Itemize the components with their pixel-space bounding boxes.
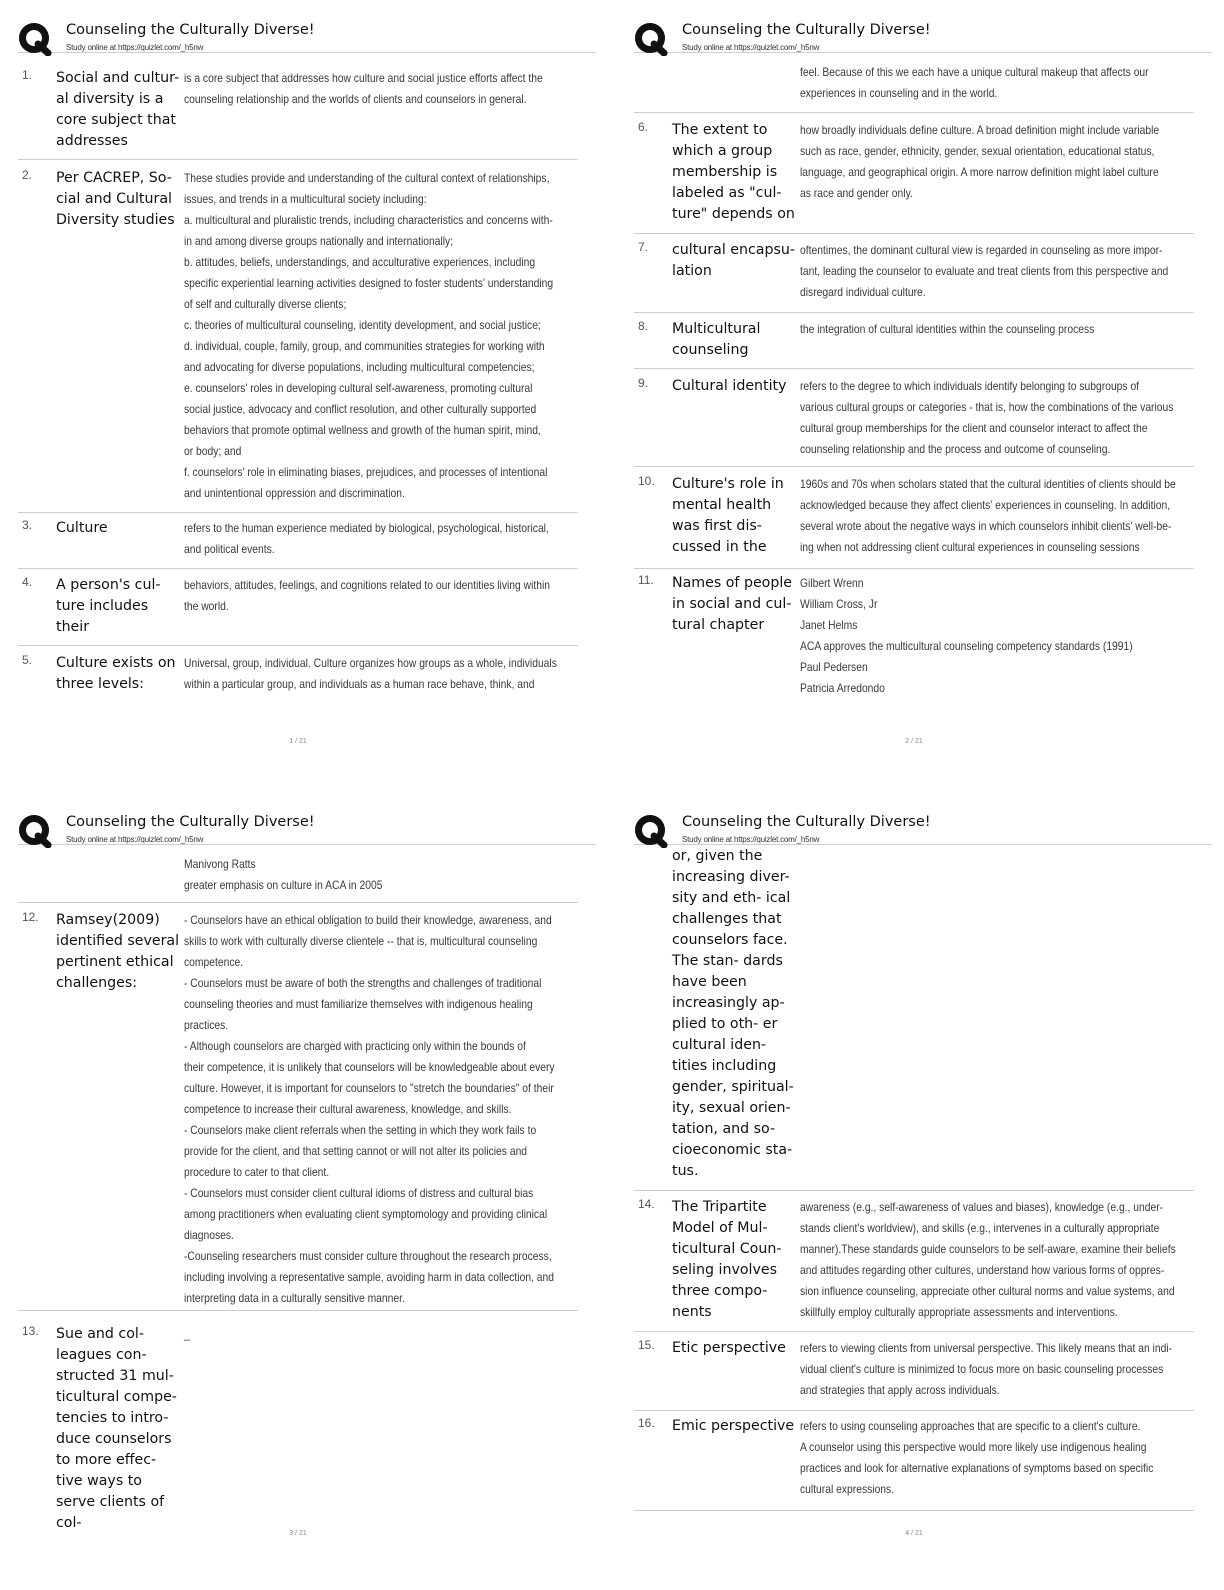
card-definition: [800, 1338, 1173, 1401]
definition-line: vidual client's culture is minimized to focus more on basic counseling processes: [800, 1362, 1164, 1376]
card-definition: [800, 240, 1169, 303]
divider: [634, 368, 1194, 369]
deck-title: Counseling the Culturally Diverse!: [682, 814, 931, 830]
definition-line: cultural group memberships for the client and counselor interact to affect the: [800, 421, 1148, 435]
definition-line: Manivong Ratts: [184, 857, 256, 871]
card-definition: [184, 653, 557, 695]
definition-line: practices and look for alternative explanations of symptoms based on specific: [800, 1461, 1154, 1475]
definition-line: counseling theories and must familiarize themselves with indigenous healing: [184, 997, 533, 1011]
card-number: 4.: [22, 575, 33, 589]
definition-line: stands client's worldview), and skills (e.g., intervenes in a culturally appropriate: [800, 1221, 1160, 1235]
definition-line: These studies provide and understanding of the cultural context of relationships,: [184, 171, 550, 185]
definition-line: is a core subject that addresses how culture and social justice efforts affect the: [184, 71, 543, 85]
definition-line: within a particular group, and individuals as a human race behave, think, and: [184, 677, 535, 691]
definition-line: experiences in counseling and in the world.: [800, 86, 998, 100]
page-number: 2 / 21: [905, 738, 923, 745]
card-number: 13.: [22, 1324, 39, 1338]
definition-line: issues, and trends in a multicultural society including:: [184, 192, 427, 206]
definition-line: - Counselors must consider client cultural idioms of distress and cultural bias: [184, 1186, 534, 1200]
definition-line: skillfully employ culturally appropriate assessments and interventions.: [800, 1305, 1118, 1319]
definition-line: or body; and: [184, 444, 242, 458]
card-number: 16.: [638, 1416, 655, 1430]
card-definition: [800, 62, 1149, 104]
definition-line: practices.: [184, 1018, 229, 1032]
definition-line: c. theories of multicultural counseling, identity development, and social justice;: [184, 318, 541, 332]
page-header: [634, 810, 1212, 845]
divider: [634, 568, 1194, 569]
study-online-link[interactable]: Study online at https://quizlet.com/_h5nw: [66, 43, 204, 52]
card-number: 7.: [638, 240, 649, 254]
definition-line: refers to viewing clients from universal perspective. This likely means that an indi-: [800, 1341, 1173, 1355]
definition-line: specific experiential learning activities designed to foster students' understanding: [184, 276, 554, 290]
card-term: A person's cul- ture includes their: [56, 577, 161, 635]
definition-line: interpreting data in a culturally sensitive manner.: [184, 1291, 405, 1305]
definition-line: culture. However, it is important for counselors to "stretch the boundaries" of their: [184, 1081, 554, 1095]
card-term: Per CACREP, So- cial and Cultural Diversity studies: [56, 170, 175, 228]
card-term: Etic perspective: [672, 1340, 786, 1356]
definition-line: Gilbert Wrenn: [800, 576, 864, 590]
definition-line: counseling relationship and the worlds of clients and counselors in general.: [184, 92, 527, 106]
definition-line: refers to using counseling approaches that are specific to a client's culture.: [800, 1419, 1141, 1433]
card-number: 8.: [638, 319, 649, 333]
divider: [18, 512, 578, 513]
divider: [634, 1190, 1194, 1191]
card-term: Names of people in social and cul- tural chapter: [672, 575, 793, 633]
card-term: Ramsey(2009) identified several pertinent ethical challenges:: [56, 912, 180, 991]
definition-line: and advocating for diverse populations, including multicultural competencies;: [184, 360, 535, 374]
definition-line: f. counselors' role in eliminating biases, prejudices, and processes of intentional: [184, 465, 548, 479]
definition-line: several wrote about the negative ways in which counselors inhibit clients' well-be-: [800, 519, 1172, 533]
page-3: [18, 810, 596, 1590]
definition-line: e. counselors' roles in developing cultural self-awareness, promoting cultural: [184, 381, 533, 395]
page-number: 4 / 21: [905, 1530, 923, 1537]
divider: [18, 159, 578, 160]
card-number: 2.: [22, 168, 33, 182]
study-online-link[interactable]: Study online at https://quizlet.com/_h5nw: [66, 835, 204, 844]
definition-line: Patricia Arredondo: [800, 681, 885, 695]
card-term: Culture: [56, 520, 108, 536]
definition-line: social justice, advocacy and conflict resolution, and other culturally supported: [184, 402, 537, 416]
divider: [634, 112, 1194, 113]
card-definition: [800, 120, 1160, 204]
divider: [634, 1510, 1194, 1511]
definition-line: how broadly individuals define culture. A broad definition might include variable: [800, 123, 1160, 137]
definition-line: ing when not addressing client cultural experiences in counseling sessions: [800, 540, 1140, 554]
page-header: [18, 18, 596, 53]
card-definition: [184, 854, 521, 896]
definition-line: cultural expressions.: [800, 1482, 895, 1496]
definition-line: among practitioners when evaluating client symptomology and providing clinical: [184, 1207, 548, 1221]
card-number: 5.: [22, 653, 33, 667]
divider: [634, 466, 1194, 467]
quizlet-logo-icon: [634, 814, 668, 848]
definition-line: greater emphasis on culture in ACA in 2005: [184, 878, 383, 892]
definition-line: acknowledged because they affect clients' experiences in counseling. In addition,: [800, 498, 1171, 512]
definition-line: awareness (e.g., self-awareness of values and biases), knowledge (e.g., under-: [800, 1200, 1164, 1214]
definition-line: _: [184, 1327, 190, 1341]
definition-line: skills to work with culturally diverse clientele -- that is, multicultural counseling: [184, 934, 538, 948]
definition-line: manner).These standards guide counselors to be self-aware, examine their beliefs: [800, 1242, 1176, 1256]
card-term: Emic perspective: [672, 1418, 795, 1434]
definition-line: and political events.: [184, 542, 275, 556]
page-header: [18, 810, 596, 845]
definition-line: tant, leading the counselor to evaluate and treat clients from this perspective and: [800, 264, 1169, 278]
definition-line: the world.: [184, 599, 229, 613]
study-online-link[interactable]: Study online at https://quizlet.com/_h5nw: [682, 835, 820, 844]
definition-line: procedure to cater to that client.: [184, 1165, 330, 1179]
card-number: 3.: [22, 518, 33, 532]
card-term: Social and cultur- al diversity is a core subject that addresses: [56, 70, 180, 149]
definition-line: diagnoses.: [184, 1228, 234, 1242]
definition-line: behaviors that promote optimal wellness and growth of the human spirit, mind,: [184, 423, 541, 437]
divider: [634, 1410, 1194, 1411]
card-definition: [184, 518, 549, 560]
page-1: [18, 18, 596, 798]
card-definition: [800, 1197, 1176, 1323]
divider: [18, 568, 578, 569]
divider: [18, 902, 578, 903]
card-definition: [184, 168, 554, 504]
definition-line: various cultural groups or categories - that is, how the combinations of the various: [800, 400, 1174, 414]
card-number: 11.: [638, 573, 654, 587]
definition-line: d. individual, couple, family, group, and communities strategies for working with: [184, 339, 545, 353]
definition-line: - Counselors must be aware of both the strengths and challenges of traditional: [184, 976, 542, 990]
deck-title: Counseling the Culturally Diverse!: [66, 814, 315, 830]
definition-line: - Although counselors are charged with practicing only within the bounds of: [184, 1039, 526, 1053]
card-definition: [800, 573, 1137, 699]
card-number: 15.: [638, 1338, 655, 1352]
definition-line: behaviors, attitudes, feelings, and cognitions related to our identities living within: [184, 578, 551, 592]
divider: [634, 1331, 1194, 1332]
card-number: 10.: [638, 474, 655, 488]
page-2: [634, 18, 1212, 798]
card-definition: [800, 474, 1176, 558]
card-number: 6.: [638, 120, 649, 134]
card-definition: [184, 910, 555, 1309]
card-definition: [184, 1324, 521, 1345]
definition-line: Paul Pedersen: [800, 660, 868, 674]
definition-line: sion influence counseling, appreciate other cultural norms and value systems, and: [800, 1284, 1175, 1298]
definition-line: b. attitudes, beliefs, understandings, and acculturative experiences, including: [184, 255, 536, 269]
definition-line: - Counselors have an ethical obligation to build their knowledge, awareness, and: [184, 913, 552, 927]
definition-line: competence.: [184, 955, 244, 969]
definition-line: their competence, it is unlikely that counselors will be knowledgeable about every: [184, 1060, 555, 1074]
definition-line: and attitudes regarding other cultures, understand how various forms of oppres-: [800, 1263, 1165, 1277]
quizlet-logo-icon: [634, 22, 668, 56]
divider: [634, 312, 1194, 313]
deck-title: Counseling the Culturally Diverse!: [682, 22, 931, 38]
card-term: The Tripartite Model of Mul- ticultural Coun- seling involves three compo- nents: [672, 1199, 782, 1320]
page-number: 3 / 21: [289, 1530, 307, 1537]
card-number: 1.: [22, 68, 33, 82]
page-header: [634, 18, 1212, 53]
definition-line: Universal, group, individual. Culture organizes how groups as a whole, individuals: [184, 656, 557, 670]
divider: [18, 645, 578, 646]
card-definition: [184, 575, 551, 617]
definition-line: in and among diverse groups nationally and internationally;: [184, 234, 454, 248]
definition-line: refers to the human experience mediated by biological, psychological, historical,: [184, 521, 549, 535]
definition-line: and strategies that apply across individuals.: [800, 1383, 1000, 1397]
definition-line: A counselor using this perspective would more likely use indigenous healing: [800, 1440, 1147, 1454]
definition-line: Janet Helms: [800, 618, 858, 632]
definition-line: of self and culturally diverse clients;: [184, 297, 347, 311]
definition-line: provide for the client, and that setting cannot or will not alter its policies and: [184, 1144, 528, 1158]
definition-line: - Counselors make client referrals when the setting in which they work fails to: [184, 1123, 537, 1137]
card-term: cultural encapsu- lation: [672, 242, 795, 279]
definition-line: including involving a representative sample, avoiding harm in data collection, and: [184, 1270, 555, 1284]
card-number: 12.: [22, 910, 39, 924]
card-number: 14.: [638, 1197, 655, 1211]
card-definition: [184, 68, 543, 110]
definition-line: oftentimes, the dominant cultural view is regarded in counseling as more impor-: [800, 243, 1163, 257]
card-term: Culture exists on three levels:: [56, 655, 176, 692]
divider: [634, 233, 1194, 234]
definition-line: as race and gender only.: [800, 186, 913, 200]
page-4: [634, 810, 1212, 1590]
definition-line: a. multicultural and pluralistic trends, including characteristics and concerns with-: [184, 213, 553, 227]
definition-line: the integration of cultural identities within the counseling process: [800, 322, 1095, 336]
definition-line: William Cross, Jr: [800, 597, 878, 611]
card-definition: [800, 1416, 1154, 1500]
definition-line: 1960s and 70s when scholars stated that the cultural identities of clients should be: [800, 477, 1176, 491]
card-definition: [800, 376, 1174, 460]
definition-line: feel. Because of this we each have a unique cultural makeup that affects our: [800, 65, 1149, 79]
page-number: 1 / 21: [289, 738, 307, 745]
deck-title: Counseling the Culturally Diverse!: [66, 22, 315, 38]
study-online-link[interactable]: Study online at https://quizlet.com/_h5nw: [682, 43, 820, 52]
definition-line: competence to increase their cultural awareness, knowledge, and skills.: [184, 1102, 512, 1116]
definition-line: ACA approves the multicultural counseling competency standards (1991): [800, 639, 1133, 653]
divider: [18, 1310, 578, 1311]
quizlet-logo-icon: [18, 22, 52, 56]
card-term: Culture's role in mental health was first dis- cussed in the: [672, 476, 784, 555]
card-definition: [800, 319, 1137, 340]
quizlet-logo-icon: [18, 814, 52, 848]
card-term: The extent to which a group membership is labeled as "cul- ture" depends on: [672, 122, 795, 222]
card-term: Sue and col- leagues con- structed 31 mul- ticultural compe- tencies to intro- duce counselors to more effec- tive ways to serve clients of col-: [56, 1326, 177, 1531]
definition-line: language, and geographical origin. A more narrow definition might label culture: [800, 165, 1159, 179]
card-term: or, given the increasing diver- sity and eth- ical challenges that counselors face. The stan- dards have been increasingly ap- plied to oth- er cultural iden- tities including gender, spiritual- ity, sexual orien- tation, and so- cioeconomic sta- tus.: [672, 848, 794, 1179]
definition-line: counseling relationship and the process and outcome of counseling.: [800, 442, 1111, 456]
definition-line: refers to the degree to which individuals identify belonging to subgroups of: [800, 379, 1140, 393]
definition-line: and unintentional oppression and discrimination.: [184, 486, 405, 500]
definition-line: -Counseling researchers must consider culture throughout the research process,: [184, 1249, 552, 1263]
definition-line: such as race, gender, ethnicity, gender, sexual orientation, educational status,: [800, 144, 1155, 158]
card-term: Multicultural counseling: [672, 321, 761, 358]
card-term: Cultural identity: [672, 378, 787, 394]
card-number: 9.: [638, 376, 649, 390]
definition-line: disregard individual culture.: [800, 285, 926, 299]
